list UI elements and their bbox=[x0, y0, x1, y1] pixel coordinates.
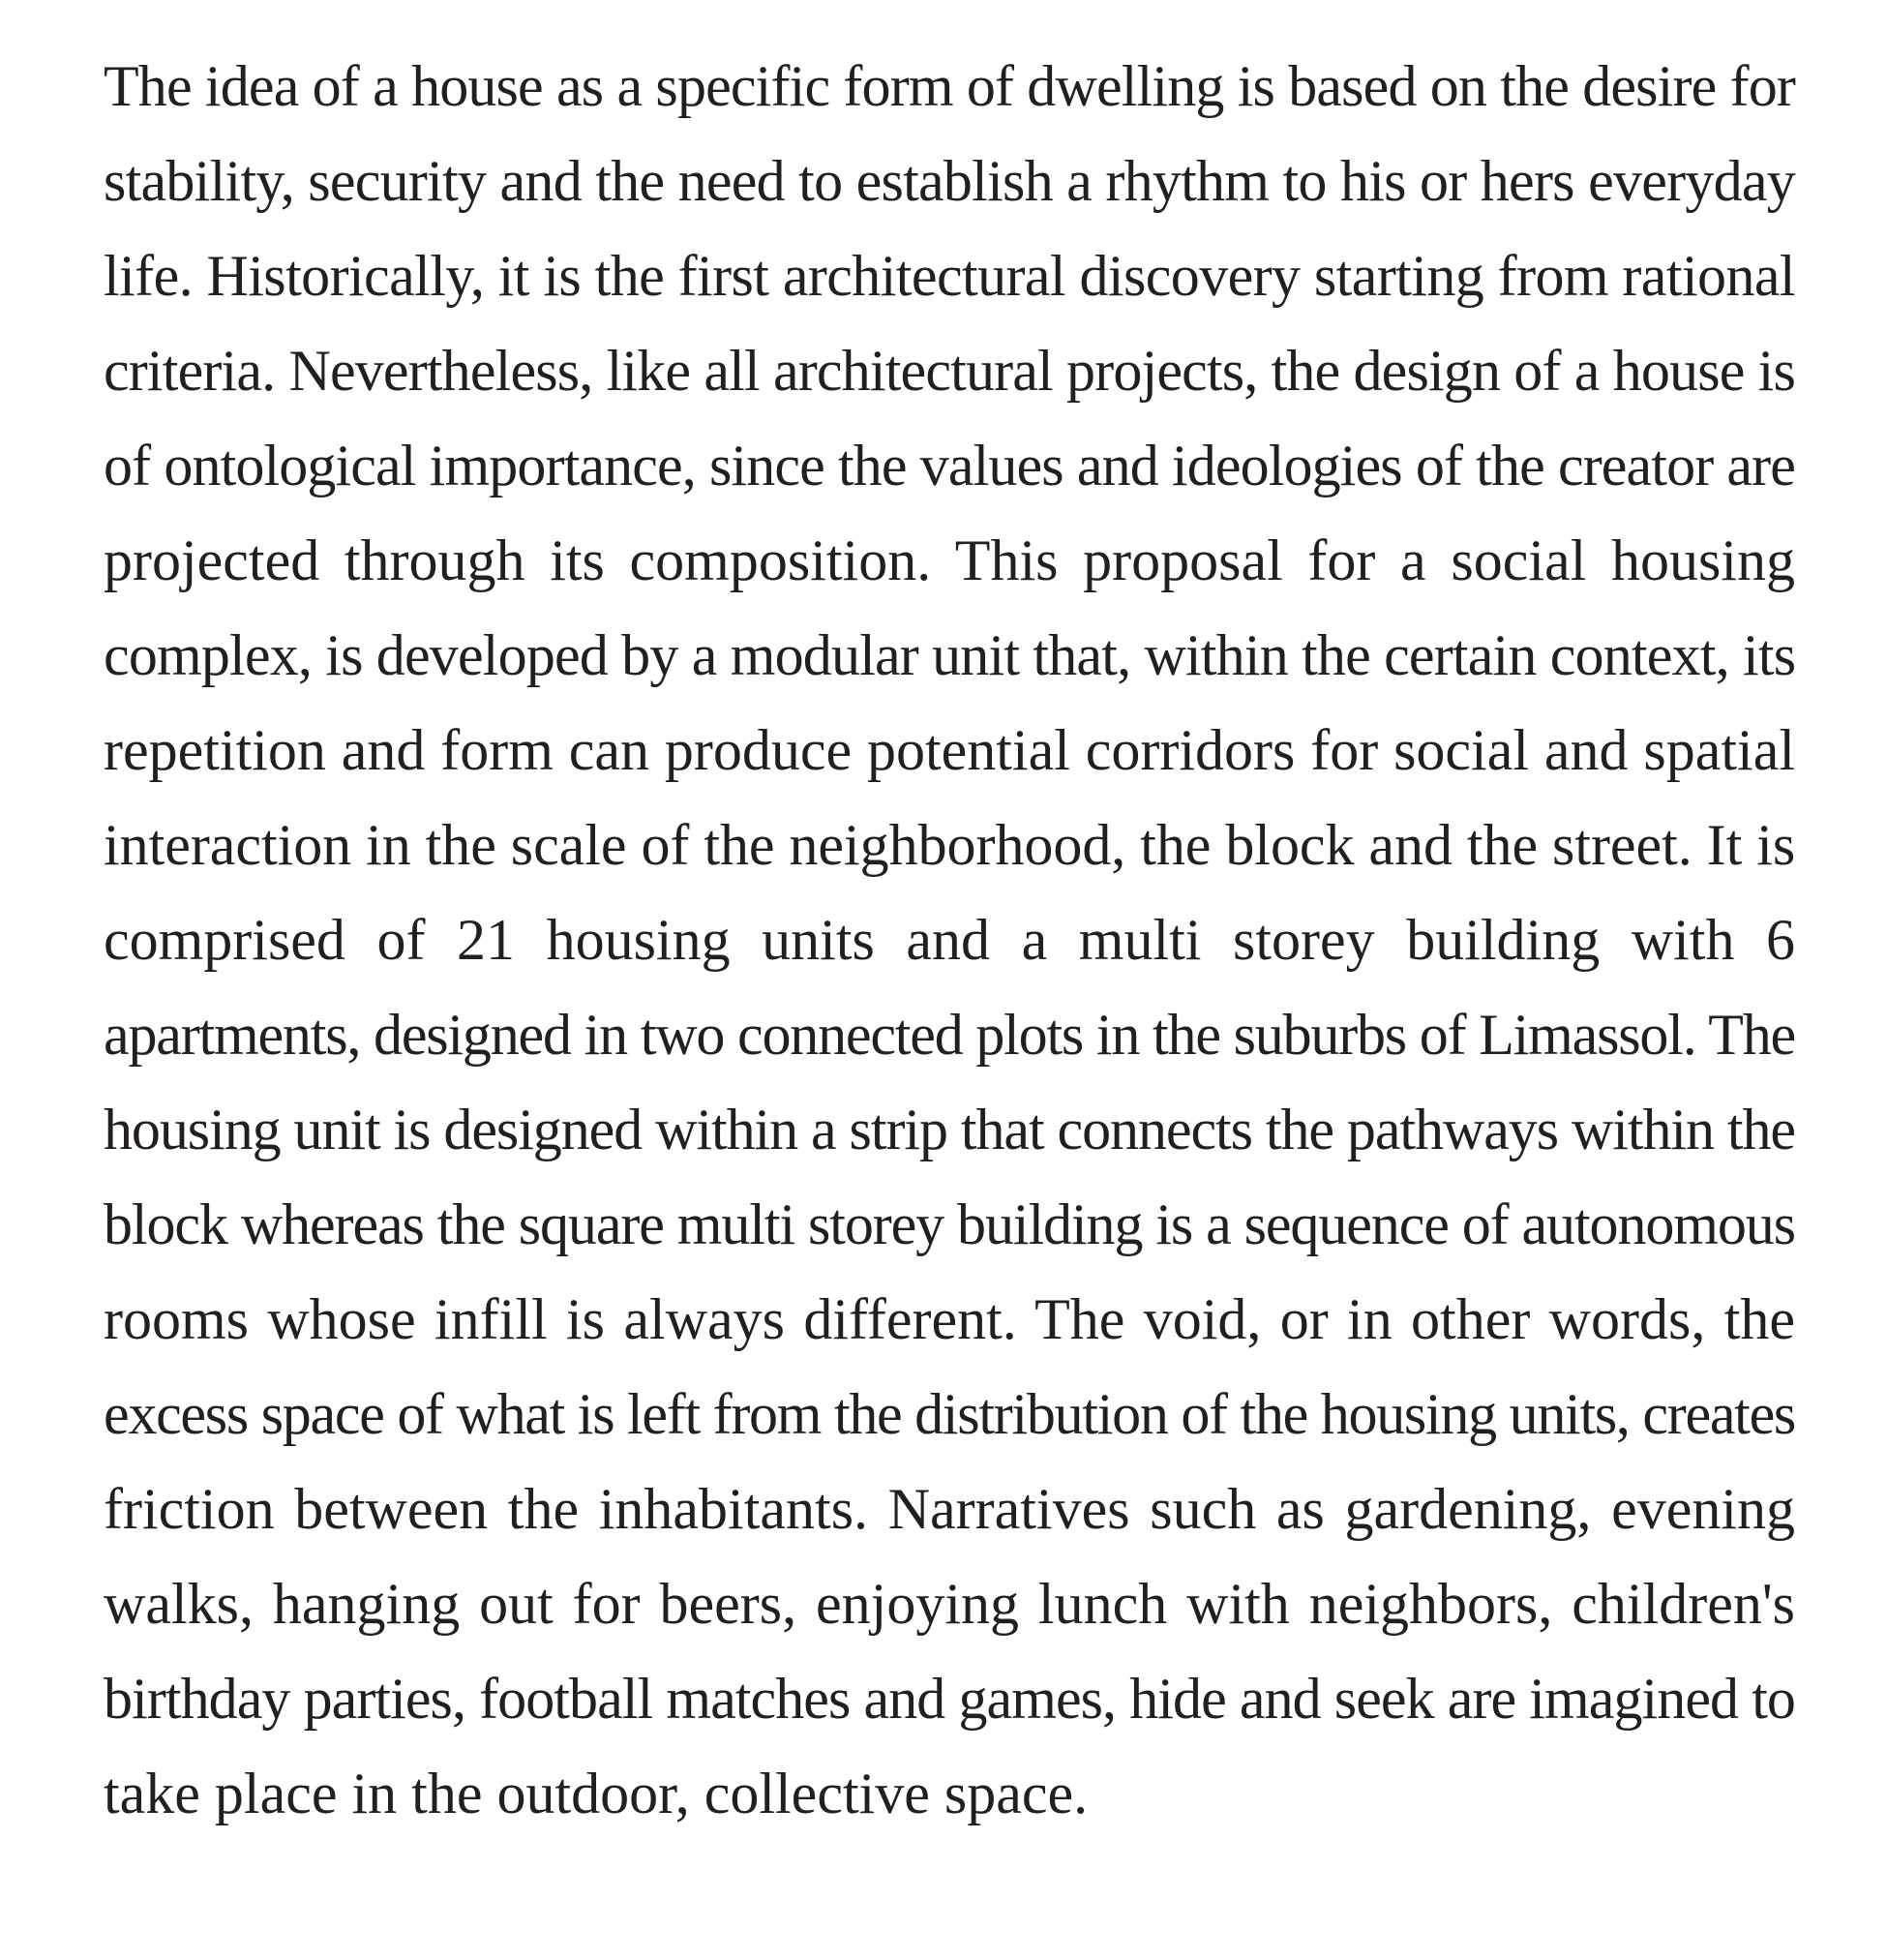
paragraph-line: friction between the inhabitants. Narratives such as gardening, evening bbox=[104, 1477, 1795, 1541]
paragraph-line: excess space of what is left from the distribution of the housing units, creates bbox=[104, 1382, 1795, 1446]
paragraph-line: complex, is developed by a modular unit that, within the certain context, its bbox=[104, 623, 1796, 687]
paragraph-line: rooms whose infill is always different. The void, or in other words, the bbox=[104, 1287, 1795, 1351]
paragraph-line: stability, security and the need to establish a rhythm to his or hers everyday bbox=[104, 149, 1795, 213]
paragraph-line: criteria. Nevertheless, like all architectural projects, the design of a house is bbox=[104, 339, 1795, 403]
paragraph-line: take place in the outdoor, collective space. bbox=[104, 1762, 1089, 1825]
paragraph-line: repetition and form can produce potential corridors for social and spatial bbox=[104, 718, 1795, 782]
paragraph-line: interaction in the scale of the neighborhood, the block and the street. It is bbox=[104, 813, 1796, 877]
paragraph-line: of ontological importance, since the values and ideologies of the creator are bbox=[104, 434, 1795, 498]
paragraph-line: birthday parties, football matches and games, hide and seek are imagined to bbox=[104, 1667, 1795, 1731]
paragraph-line: life. Historically, it is the first architectural discovery starting from rational bbox=[104, 244, 1795, 308]
paragraph-line: housing unit is designed within a strip that connects the pathways within the bbox=[104, 1098, 1795, 1161]
paragraph-line: comprised of 21 housing units and a multi storey building with 6 bbox=[104, 908, 1795, 972]
paragraph-line: block whereas the square multi storey building is a sequence of autonomous bbox=[104, 1192, 1795, 1256]
paragraph-line: The idea of a house as a specific form of dwelling is based on the desire for bbox=[104, 54, 1795, 118]
paragraph-line: walks, hanging out for beers, enjoying lunch with neighbors, children's bbox=[104, 1572, 1795, 1636]
paragraph-line: apartments, designed in two connected plots in the suburbs of Limassol. The bbox=[104, 1003, 1795, 1067]
body-paragraph bbox=[104, 39, 1795, 1841]
paragraph-line: projected through its composition. This proposal for a social housing bbox=[104, 528, 1795, 592]
